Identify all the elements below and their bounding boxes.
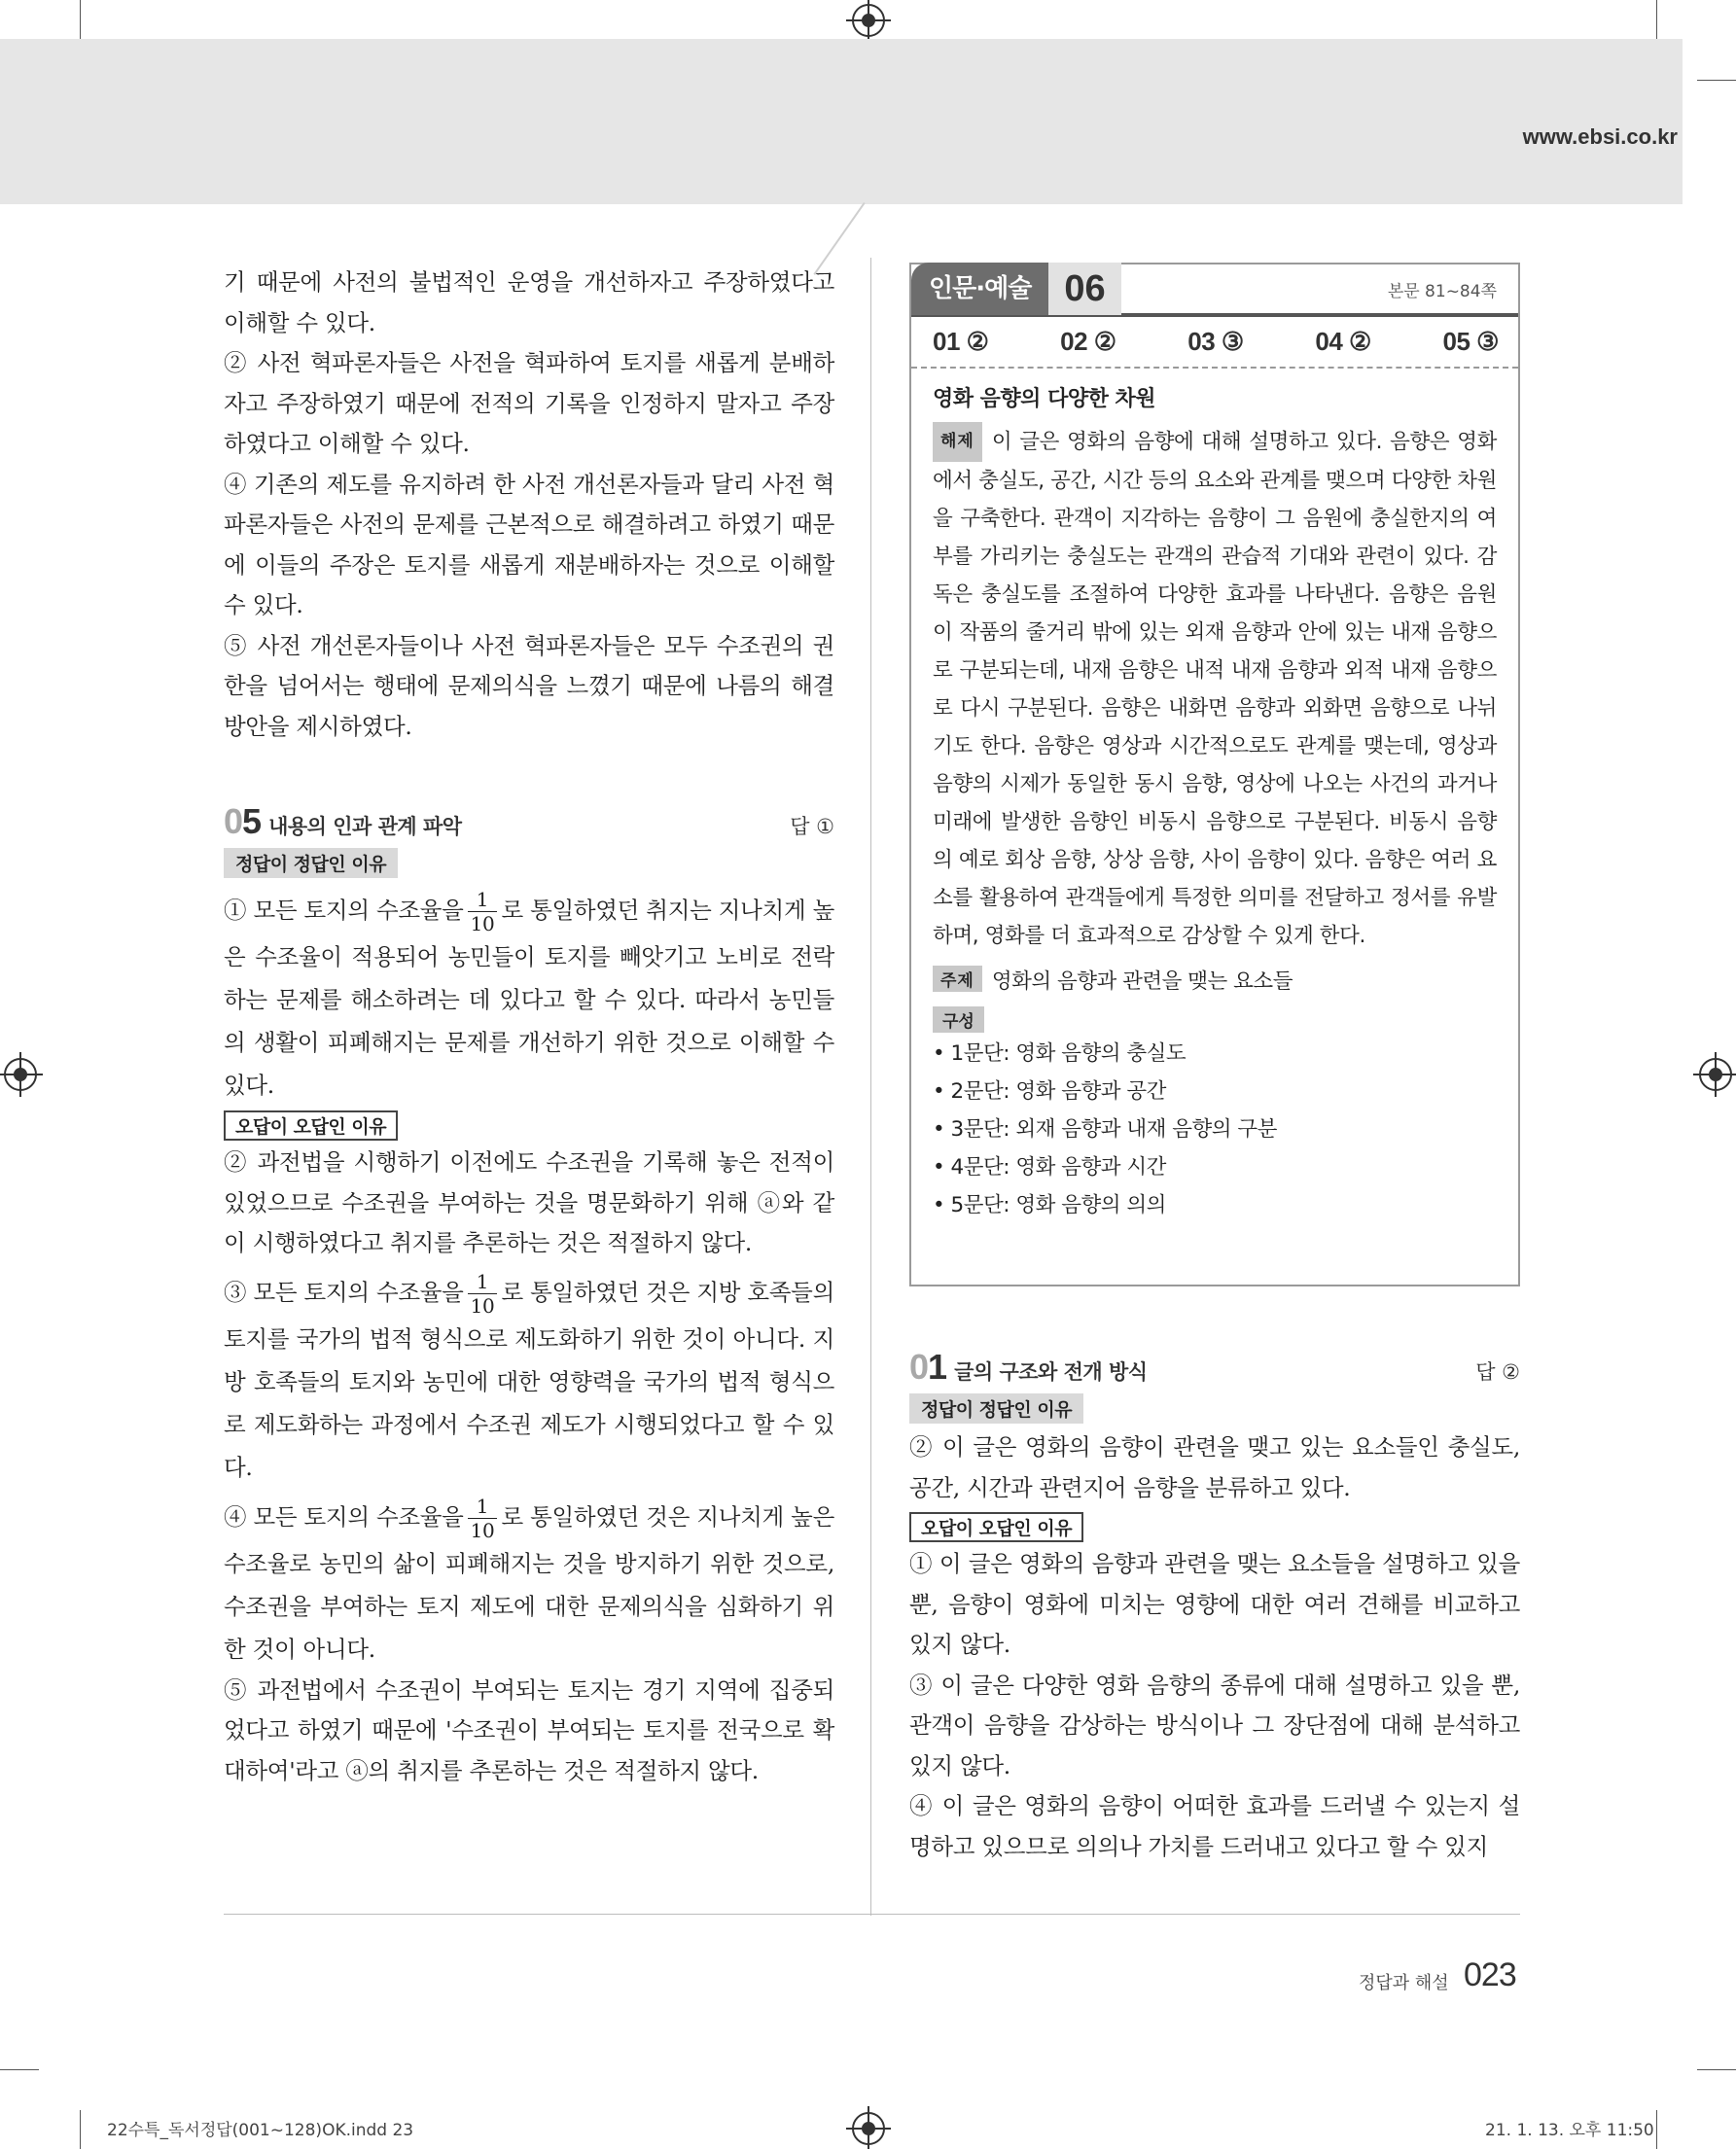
crop-mark [0,2069,39,2070]
page-reference: 본문 81~84쪽 [1387,281,1497,301]
crop-mark [80,0,81,39]
header-band [0,39,1683,204]
structure-tag: 구성 [933,1006,984,1033]
wrong-reason-text: ③ 이 글은 다양한 영화 음향의 종류에 대해 설명하고 있을 뿐, 관객이 음향을 감상하는 방식이나 그 장단점에 대해 분석하고 있지 않다. [909,1671,1520,1779]
answer-key-item: 01 ② [933,327,989,356]
wrong-reason-tag: 오답이 오답인 이유 [909,1512,1083,1542]
list-item: • 3문단: 외재 음향과 내재 음향의 구분 [933,1110,1497,1148]
question-05-header [224,801,834,842]
list-item: • 5문단: 영화 음향의 의의 [933,1186,1497,1224]
answer-key-item: 03 ③ [1187,327,1244,356]
correct-reason-text: ② 이 글은 영화의 음향이 관련을 맺고 있는 요소들인 충실도, 공간, 시간과 관련지어 음향을 분류하고 있다. [909,1433,1520,1501]
wrong-reason-text: ② 과전법을 시행하기 이전에도 수조권을 기록해 놓은 전적이 있었으므로 수조권을 부여하는 것을 명문화하기 위해 ⓐ와 같이 시행하였다고 취지를 추론하는 것은 적절하지 않다. [224,1148,834,1256]
wrong-reason-text: ③ 모든 토지의 수조율을 $\frac{1}{10}$ 로 통일하였던 것은 지방 호족들의 토지를 국가의 법적 형식으로 제도화하기 위한 것이 아니다. 지방 호족들의 토지와 농민에 대한 영향력을 국가의 법적 형식으로 제도화하는 과정에서 수조권 제도가 시행되었다고 할 수 있다. [224,1269,834,1481]
list-item: • 4문단: 영화 음향과 시간 [933,1148,1497,1186]
bottom-rule [224,1914,1520,1915]
answer-box-body [911,369,1518,1234]
registration-mark-icon [852,2112,885,2145]
intro-paragraph: ② 사전 혁파론자들은 사전을 혁파하여 토지를 새롭게 분배하자고 주장하였기 때문에 전적의 기록을 인정하지 말자고 주장하였다고 이해할 수 있다. [224,349,834,457]
correct-reason-tag: 정답이 정답인 이유 [224,848,398,878]
category-label: 인문·예술 [911,263,1048,315]
answer-key-item: 02 ② [1060,327,1116,356]
summary-tag: 해제 [933,422,982,462]
question-answer: 답 ① [790,815,834,838]
wrong-reason-tag: 오답이 오답인 이유 [224,1110,398,1141]
fraction: $\frac{1}{10}$ [468,1495,498,1542]
question-answer: 답 ② [1475,1360,1520,1384]
footer-label: 정답과 해설 [1359,1973,1449,1993]
answer-key-row [911,317,1518,369]
list-item: • 1문단: 영화 음향의 충실도 [933,1035,1497,1073]
correct-reason-tag: 정답이 정답인 이유 [909,1393,1083,1424]
passage-title: 영화 음향의 다양한 차원 [933,387,1155,411]
fraction: $\frac{1}{10}$ [468,888,498,935]
correct-reason-text: ① 모든 토지의 수조율을 $\frac{1}{10}$ 로 통일하였던 취지는 지나치게 높은 수조율이 적용되어 농민들이 토지를 빼앗기고 노비로 전락하는 문제를 해소하려는 데 있다고 할 수 있다. 따라서 농민들의 생활이 피폐해지는 문제를 개선하기 위한 것으로 이해할 수 있다. [224,888,834,1099]
crop-mark [80,2110,81,2149]
header-url: www.ebsi.co.kr [1522,124,1678,149]
theme-tag: 주제 [933,966,982,992]
fraction: $\frac{1}{10}$ [468,1270,498,1318]
question-number: 01 [909,1347,947,1387]
print-slug-date: 21. 1. 13. 오후 11:50 [1485,2121,1654,2140]
intro-paragraph: ⑤ 사전 개선론자들이나 사전 혁파론자들은 모두 수조권의 권한을 넘어서는 행태에 문제의식을 느꼈기 때문에 나름의 해결 방안을 제시하였다. [224,631,834,740]
column-divider [870,258,871,1916]
crop-mark [1697,2069,1736,2070]
page-number: 023 [1464,1956,1516,1993]
set-number: 06 [1048,263,1120,315]
answer-key-item: 04 ② [1315,327,1371,356]
theme-row: 주제 영화의 음향과 관련을 맺는 요소들 [933,965,1497,995]
print-slug-file: 22수특_독서정답(001~128)OK.indd 23 [107,2121,414,2140]
registration-mark-icon [1699,1058,1732,1091]
answer-box [909,263,1520,1286]
crop-mark [1656,2110,1657,2149]
summary-text: 해제 이 글은 영화의 음향에 대해 설명하고 있다. 음향은 영화에서 충실도, 공간, 시간 등의 요소와 관계를 맺으며 다양한 차원을 구축한다. 관객이 지각하는 음향이 그 음원에 충실한지의 여부를 가리키는 충실도는 관객의 관습적 기대와 관련이 있다. 감독은 충실도를 조절하여 다양한 효과를 나타낸다. 음향은 음원이 작품의 줄거리 밖에 있는 외재 음향과 안에 있는 내재 음향으로 구분되는데, 내재 음향은 내적 내재 음향과 외적 내재 음향으로 다시 구분된다. 음향은 내화면 음향과 외화면 음향으로 나뉘기도 한다. 음향은 영상과 시간적으로도 관계를 맺는데, 영상과 음향의 시제가 동일한 동시 음향, 영상에 나오는 사건의 과거나 미래에 발생한 음향인 비동시 음향으로 구분된다. 비동시 음향의 예로 회상 음향, 상상 음향, 사이 음향이 있다. 음향은 여러 요소를 활용하여 관객들에게 특정한 의미를 전달하고 정서를 유발하며, 영화를 더 효과적으로 감상할 수 있게 한다. [933,422,1497,955]
question-01-header [909,1347,1520,1388]
intro-paragraph: ④ 기존의 제도를 유지하려 한 사전 개선론자들과 달리 사전 혁파론자들은 사전의 문제를 근본적으로 해결하려고 하였기 때문에 이들의 주장은 토지를 새롭게 재분배하자는 것으로 이해할 수 있다. [224,470,834,618]
list-item: • 2문단: 영화 음향과 공간 [933,1073,1497,1110]
wrong-reason-text: ⑤ 과전법에서 수조권이 부여되는 토지는 경기 지역에 집중되었다고 하였기 때문에 '수조권이 부여되는 토지를 전국으로 확대하여'라고 ⓐ의 취지를 추론하는 것은 적절하지 않다. [224,1675,834,1784]
answer-box-header [911,264,1518,317]
crop-mark [1697,80,1736,81]
intro-paragraph: 기 때문에 사전의 불법적인 운영을 개선하자고 주장하였다고 이해할 수 있다. [224,268,834,336]
wrong-reason-text: ④ 이 글은 영화의 음향이 어떠한 효과를 드러낼 수 있는지 설명하고 있으므로 의의나 가치를 드러내고 있다고 할 수 있지 [909,1792,1520,1860]
question-number: 05 [224,801,262,841]
crop-mark [1656,0,1657,39]
left-column [224,263,834,1791]
structure-list [933,1035,1497,1224]
registration-mark-icon [852,4,885,37]
question-title: 글의 구조와 전개 방식 [954,1360,1148,1384]
registration-mark-icon [4,1058,37,1091]
wrong-reason-text: ① 이 글은 영화의 음향과 관련을 맺는 요소들을 설명하고 있을 뿐, 음향이 영화에 미치는 영향에 대한 여러 견해를 비교하고 있지 않다. [909,1550,1520,1658]
wrong-reason-text: ④ 모든 토지의 수조율을 $\frac{1}{10}$ 로 통일하였던 것은 지나치게 높은 수조율로 농민의 삶이 피폐해지는 것을 방지하기 위한 것으로, 수조권을 부여하는 토지 제도에 대한 문제의식을 심화하기 위한 것이 아니다. [224,1494,834,1663]
answer-key-item: 05 ③ [1442,327,1499,356]
right-column [909,263,1520,1867]
question-title: 내용의 인과 관계 파악 [268,815,462,838]
